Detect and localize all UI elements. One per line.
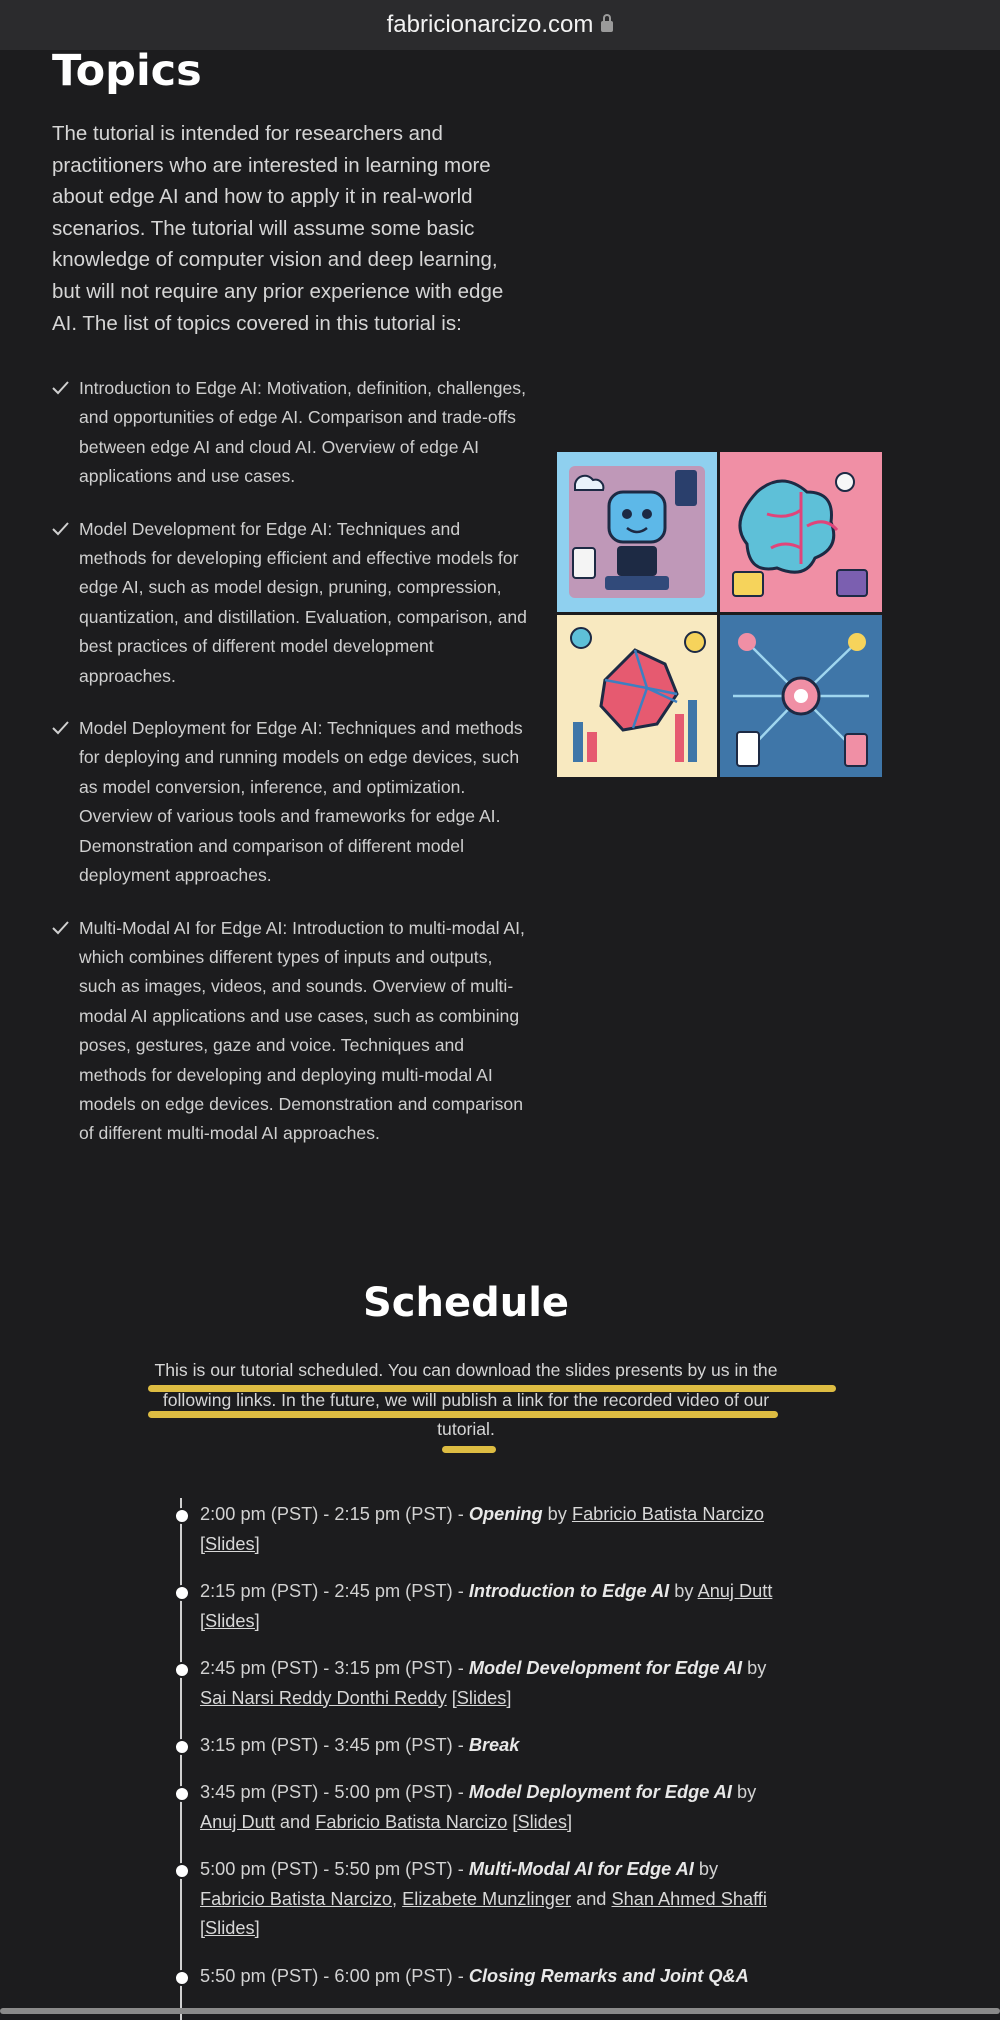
edge-ai-illustration [557, 452, 882, 777]
speaker-link[interactable]: Anuj Dutt [200, 1811, 275, 1832]
timeline-dot [174, 1739, 190, 1755]
topic-text: Model Development for Edge AI: Techniques and methods for developing efficient and effective models for edge AI, such as model design, pruning, compression, quantization, and distillation. Evaluation, comparison, and best practices of different model development approaches. [79, 518, 527, 686]
by-label: by [698, 1859, 719, 1879]
slides-link[interactable]: [Slides] [451, 1687, 512, 1708]
speaker-link[interactable]: Elizabete Munzlinger [402, 1888, 572, 1909]
horizontal-scrollbar[interactable] [0, 2008, 1000, 2014]
check-icon [52, 377, 70, 399]
schedule-event [200, 1500, 800, 1559]
event-title: Break [468, 1735, 520, 1755]
topic-text: Multi-Modal AI for Edge AI: Introduction to multi-modal AI, which combines different types of inputs and outputs, such as images, videos, and sounds. Overview of multi-modal AI applications and use cases, such as combining poses, gestures, gaze and voice. Techniques and methods for developing and deploying multi-modal AI models on edge devices. Demonstration and comparison of different multi-modal AI approaches. [79, 917, 525, 1144]
check-icon [52, 717, 70, 739]
check-icon [52, 917, 70, 939]
event-time: 3:45 pm (PST) - 5:00 pm (PST) - [200, 1782, 469, 1802]
url-text: fabricionarcizo.com [386, 11, 594, 38]
topic-text: Introduction to Edge AI: Motivation, definition, challenges, and opportunities of edge AI. Comparison and trade-offs between edge AI and cloud AI. Overview of edge AI applications and use cases. [79, 378, 526, 487]
topic-item [52, 515, 530, 691]
schedule-event [200, 1778, 800, 1837]
timeline-dot [174, 1863, 190, 1879]
browser-url-bar[interactable] [0, 0, 1000, 50]
topic-text: Model Deployment for Edge AI: Techniques and methods for deploying and running models on edge devices, such as model conversion, inference, and optimization. Overview of various tools and frameworks for edge AI. Demonstration and comparison of different model deployment approaches. [79, 718, 523, 886]
by-label: by [674, 1581, 694, 1601]
event-time: 2:15 pm (PST) - 2:45 pm (PST) - [200, 1581, 469, 1601]
lock-icon [601, 21, 613, 32]
slides-link[interactable]: [Slides] [200, 1610, 260, 1631]
speaker-link[interactable]: Fabricio Batista Narcizo [315, 1811, 508, 1832]
and-label: and [279, 1811, 311, 1832]
comma-separator: , [392, 1888, 398, 1909]
schedule-event [200, 1577, 800, 1636]
speaker-link[interactable]: Fabricio Batista Narcizo [571, 1504, 764, 1524]
timeline-dot [174, 1508, 190, 1524]
timeline-dot [174, 1662, 190, 1678]
timeline-dot [174, 1585, 190, 1601]
event-time: 2:00 pm (PST) - 2:15 pm (PST) - [200, 1504, 469, 1524]
event-time: 3:15 pm (PST) - 3:45 pm (PST) - [200, 1735, 469, 1755]
topic-item [52, 714, 530, 890]
topic-item [52, 914, 530, 1149]
timeline-line [180, 1498, 182, 2020]
speaker-link[interactable]: Anuj Dutt [697, 1581, 773, 1601]
event-time: 5:00 pm (PST) - 5:50 pm (PST) - [200, 1859, 469, 1879]
highlight-stroke [442, 1446, 496, 1453]
event-title: Model Development for Edge AI [468, 1658, 743, 1678]
schedule-event [200, 1731, 800, 1761]
slides-link[interactable]: [Slides] [512, 1811, 573, 1832]
by-label: by [547, 1504, 567, 1524]
event-title: Model Deployment for Edge AI [468, 1782, 732, 1802]
event-title: Closing Remarks and Joint Q&A [468, 1966, 749, 1986]
topics-intro: The tutorial is intended for researchers and practitioners who are interested in learning more about edge AI and how to apply it in real-world scenarios. The tutorial will assume some basic knowledge of computer vision and deep learning, but will not require any prior experience with edge AI. The list of topics covered in this tutorial is: [52, 122, 504, 335]
event-title: Multi-Modal AI for Edge AI [468, 1859, 694, 1879]
by-label: by [747, 1658, 767, 1678]
slides-link[interactable]: [Slides] [200, 1533, 260, 1554]
event-time: 2:45 pm (PST) - 3:15 pm (PST) - [200, 1658, 469, 1678]
event-time: 5:50 pm (PST) - 6:00 pm (PST) - [200, 1966, 469, 1986]
and-label: and [576, 1888, 607, 1909]
event-title: Opening [468, 1504, 543, 1524]
speaker-link[interactable]: Shan Ahmed Shaffi [611, 1888, 767, 1909]
timeline-dot [174, 1786, 190, 1802]
speaker-link[interactable]: Fabricio Batista Narcizo [200, 1888, 393, 1909]
topics-list [52, 374, 530, 1172]
schedule-intro: This is our tutorial scheduled. You can download the slides presents by us in the following links. In the future, we will publish a link for the recorded video of our tutorial. [154, 1360, 778, 1439]
by-label: by [736, 1782, 757, 1802]
topic-item [52, 374, 530, 492]
topics-heading: Topics [52, 46, 202, 96]
schedule-heading: Schedule [362, 1280, 570, 1326]
timeline-dot [174, 1970, 190, 1986]
schedule-event [200, 1654, 800, 1713]
check-icon [52, 518, 70, 540]
event-title: Introduction to Edge AI [468, 1581, 670, 1601]
speaker-link[interactable]: Sai Narsi Reddy Donthi Reddy [200, 1687, 447, 1708]
slides-link[interactable]: [Slides] [200, 1918, 260, 1938]
schedule-event [200, 1962, 800, 1992]
schedule-event [200, 1855, 800, 1944]
